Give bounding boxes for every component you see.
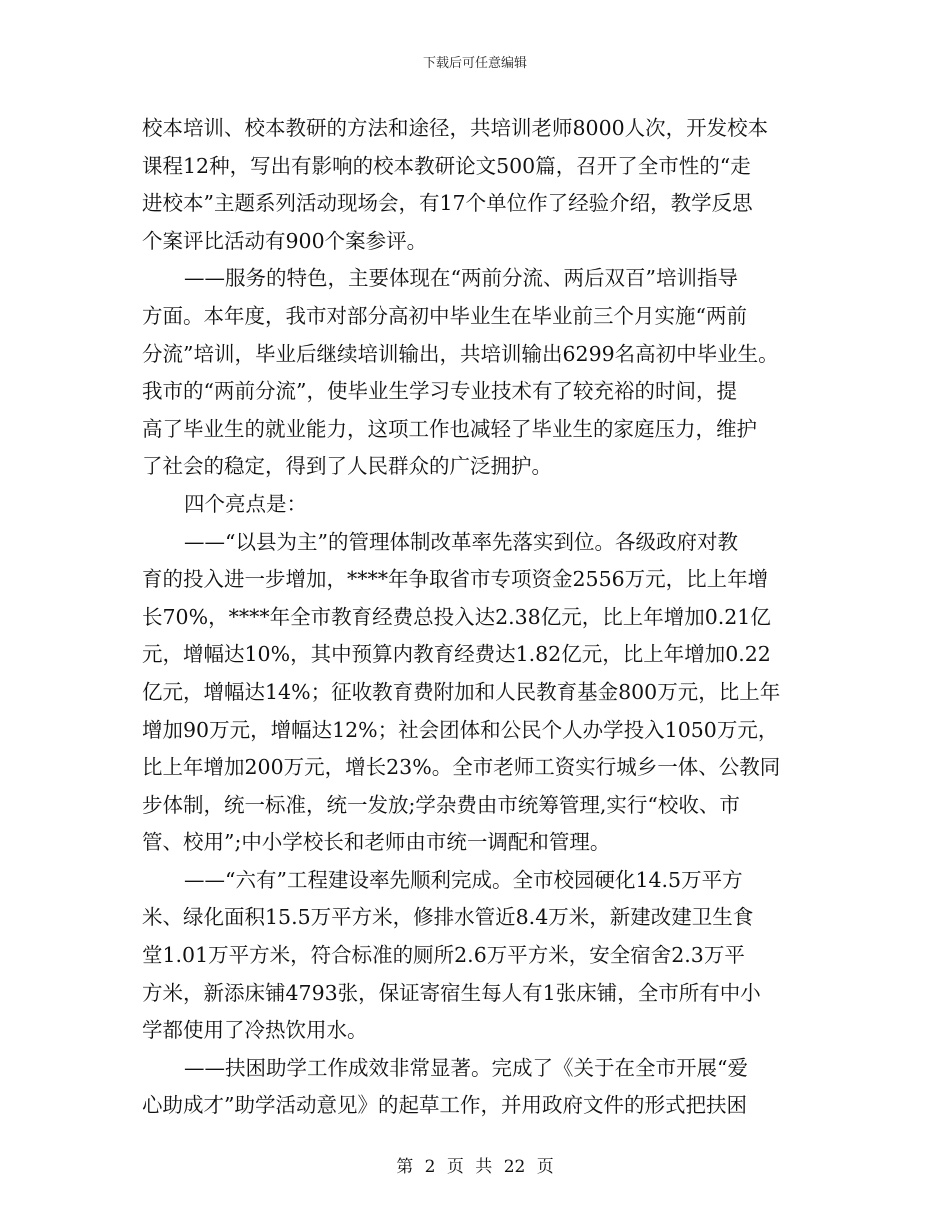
text-line: 个案评比活动有900个案参评。 xyxy=(142,228,428,253)
text-line: 比上年增加200万元，增长23%。全市老师工资实行城乡一体、公教同 xyxy=(142,755,781,780)
text-line: 心助成才”助学活动意见》的起草工作，并用政府文件的形式把扶困 xyxy=(142,1093,747,1118)
text-line: 课程12种，写出有影响的校本教研论文500篇，召开了全市性的“走 xyxy=(142,153,751,178)
text-line: 育的投入进一步增加，****年争取省市专项资金2556万元，比上年增 xyxy=(142,567,769,592)
text-line: 我市的“两前分流”，使毕业生学习专业技术有了较充裕的时间，提 xyxy=(142,379,737,404)
section-heading-line: 四个亮点是： xyxy=(184,491,307,516)
document-body xyxy=(142,110,822,1125)
text-line: 了社会的稳定，得到了人民群众的广泛拥护。 xyxy=(142,454,552,479)
text-line: 增加90万元，增幅达12%；社会团体和公民个人办学投入1050万元， xyxy=(142,717,779,742)
text-line: 进校本”主题系列活动现场会，有17个单位作了经验介绍，教学反思 xyxy=(142,191,753,216)
text-line: 亿元，增幅达14%；征收教育费附加和人民教育基金800万元，比上年 xyxy=(142,679,781,704)
text-line: 分流”培训，毕业后继续培训输出，共培训输出6299名高初中毕业生。 xyxy=(142,341,779,366)
text-line: 方米，新添床铺4793张，保证寄宿生每人有1张床铺，全市所有中小 xyxy=(142,980,761,1005)
text-line: 校本培训、校本教研的方法和途径，共培训老师8000人次，开发校本 xyxy=(142,116,769,140)
page-number-footer: 第 2 页 共 22 页 xyxy=(396,1157,554,1177)
text-line: 方面。本年度，我市对部分高初中毕业生在毕业前三个月实施“两前 xyxy=(142,303,747,328)
text-line: 学都使用了冷热饮用水。 xyxy=(142,1018,368,1043)
text-line: 管、校用”;中小学校长和老师由市统一调配和管理。 xyxy=(142,830,611,855)
text-line: 米、绿化面积15.5万平方米，修排水管近8.4万米，新建改建卫生食 xyxy=(142,905,754,930)
paragraph-start-line: ——服务的特色，主要体现在“两前分流、两后双百”培训指导 xyxy=(184,266,738,291)
paragraph-start-line: ——“六有”工程建设率先顺利完成。全市校园硬化14.5万平方 xyxy=(184,867,743,892)
text-line: 步体制，统一标准，统一发放;学杂费由市统筹管理,实行“校收、市 xyxy=(142,792,740,817)
paragraph-start-line: ——扶困助学工作成效非常显著。完成了《关于在全市开展“爱 xyxy=(184,1055,748,1080)
text-line: 高了毕业生的就业能力，这项工作也减轻了毕业生的家庭压力，维护 xyxy=(142,416,757,441)
paragraph-start-line: ——“以县为主”的管理体制改革率先落实到位。各级政府对教 xyxy=(184,529,738,554)
text-line: 元，增幅达10%，其中预算内教育经费达1.82亿元，比上年增加0.22 xyxy=(142,642,771,667)
page-header-note: 下载后可任意编辑 xyxy=(422,56,527,71)
text-line: 长70%，****年全市教育经费总投入达2.38亿元，比上年增加0.21亿 xyxy=(142,604,771,629)
text-line: 堂1.01万平方米，符合标准的厕所2.6万平方米，安全宿舍2.3万平 xyxy=(142,943,745,968)
